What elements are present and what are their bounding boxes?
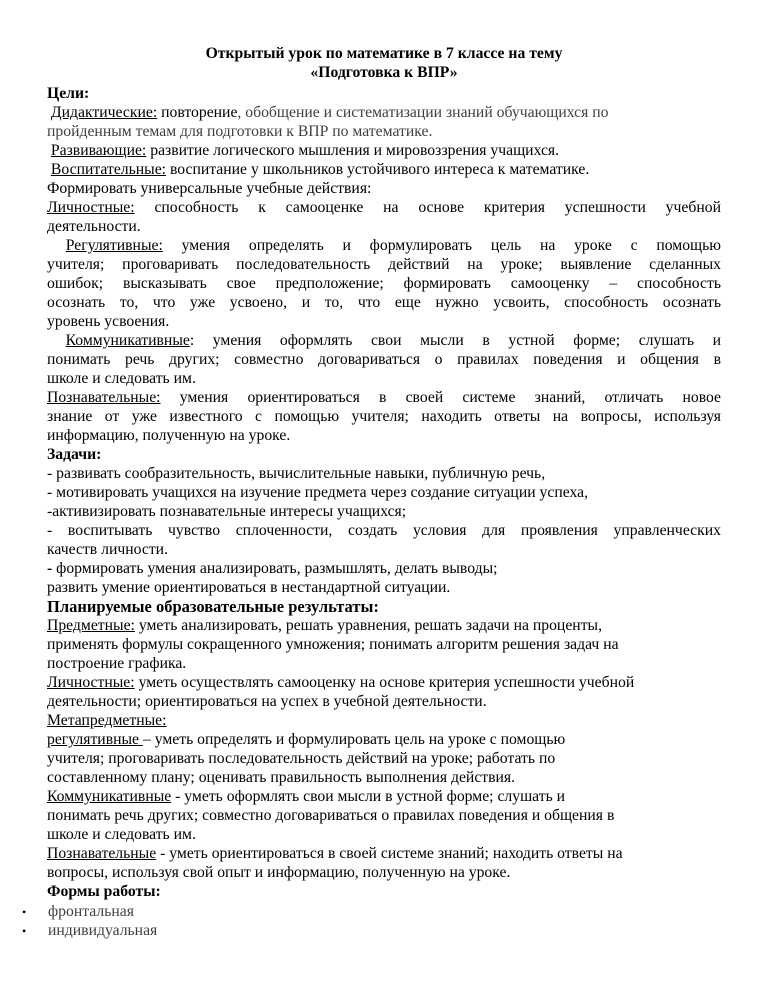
task-item: - развивать сообразительность, вычислительные навыки, публичную речь, [47,465,546,482]
results-heading: Планируемые образовательные результаты: [47,597,379,616]
tasks-heading: Задачи: [47,446,102,463]
goals-communicative-line-2: понимать речь других; совместно договариваться о правилах поведения и общения в [47,351,721,368]
goals-communicative-line-1: Коммуникативные: умения оформлять свои мысли в устной форме; слушать и [65,332,722,349]
forms-list-item: индивидуальная [48,922,158,939]
forms-heading: Формы работы: [47,883,161,900]
goals-regulative-label: Регулятивные: [65,237,163,254]
goals-cognitive-line-3: информацию, полученную на уроке. [47,427,291,444]
developing-label: Развивающие: [50,142,147,159]
uud-line: Формировать универсальные учебные действия: [47,180,372,197]
results-cognitive-line-1: Познавательные - уметь ориентироваться в своей системе знаний; находить ответы на [47,845,623,862]
bullet-icon: • [22,905,27,919]
educational-line: Воспитательные: воспитание у школьников устойчивого интереса к математике. [50,161,590,178]
results-meta-label: Метапредметные: [47,712,167,729]
task-item: -активизировать познавательные интересы учащихся; [47,503,407,520]
results-subject-line-2: применять формулы сокращенного умножения; понимать алгоритм решения задач на [47,636,619,653]
goals-regulative-line-3: ошибок; высказывать свое предположение; формировать самооценку – способность [47,275,721,292]
goals-personal-line-2: деятельности. [47,218,141,235]
results-subject-line-1: Предметные: уметь анализировать, решать уравнения, решать задачи на проценты, [47,617,603,634]
task-item: развить умение ориентироваться в нестандартной ситуации. [47,579,451,596]
educational-label: Воспитательные: [50,161,167,178]
goals-cognitive-line-2: знание от уже известного с помощью учителя; находить ответы на вопросы, используя [47,408,721,425]
goals-communicative-label: Коммуникативные [65,332,190,349]
task-item: - мотивировать учащихся на изучение предмета через создание ситуации успеха, [47,484,589,501]
results-communicative-line-1: Коммуникативные - уметь оформлять свои мысли в устной форме; слушать и [47,788,566,805]
results-personal-line-1: Личностные: уметь осуществлять самооценку на основе критерия успешности учебной [47,674,635,691]
bullet-icon: • [22,924,27,938]
goals-heading: Цели: [47,85,90,102]
title-line-1: Открытый урок по математике в 7 классе на тему [205,45,563,62]
forms-list-item: фронтальная [48,903,134,920]
results-communicative-label: Коммуникативные [47,788,172,805]
goals-personal-line-1: Личностные: способность к самооценке на основе критерия успешности учебной [47,199,721,216]
results-personal-line-2: деятельности; ориентироваться на успех в учебной деятельности. [47,693,487,710]
goals-regulative-line-2: учителя; проговаривать последовательность действий на уроке; выявление сделанных [47,256,721,273]
goals-regulative-line-4: осознать то, что уже усвоено, и то, что еще нужно усвоить, способность осознать [47,294,721,311]
goals-cognitive-label: Познавательные: [47,389,161,406]
task-item-continuation: качеств личности. [47,541,168,558]
goals-regulative-line-1: Регулятивные: умения определять и формулировать цель на уроке с помощью [65,237,721,254]
task-item: - формировать умения анализировать, размышлять, делать выводы; [47,560,498,577]
results-regulative-line-1: регулятивные – уметь определять и формулировать цель на уроке с помощью [47,731,566,748]
results-communicative-line-2: понимать речь других; совместно договариваться о правилах поведения и общения в [47,807,615,824]
results-regulative-line-2: учителя; проговаривать последовательность действий на уроке; работать по [47,750,556,767]
results-communicative-line-3: школе и следовать им. [47,826,196,843]
task-item: - воспитывать чувство сплоченности, создать условия для проявления управленческих [47,522,721,539]
results-subject-line-3: построение графика. [47,655,187,672]
goals-personal-label: Личностные: [47,199,135,216]
results-regulative-label: регулятивные [47,731,143,748]
results-cognitive-line-2: вопросы, используя свой опыт и информацию, полученную на уроке. [47,864,511,881]
didactic-label: Дидактические: [50,104,158,121]
didactic-line-2: пройденным темам для подготовки к ВПР по математике. [47,123,433,140]
didactic-line-1: Дидактические: повторение, обобщение и систематизации знаний обучающихся по [50,104,609,121]
results-personal-label: Личностные: [47,674,135,691]
goals-communicative-line-3: школе и следовать им. [47,370,196,387]
developing-line: Развивающие: развитие логического мышления и мировоззрения учащихся. [50,142,560,159]
goals-regulative-line-5: уровень усвоения. [47,313,170,330]
results-regulative-line-3: составленному плану; оценивать правильность выполнения действия. [47,769,516,786]
goals-cognitive-line-1: Познавательные: умения ориентироваться в своей системе знаний, отличать новое [47,389,721,406]
results-cognitive-label: Познавательные [47,845,157,862]
results-subject-label: Предметные: [47,617,135,634]
title-line-2: «Подготовка к ВПР» [310,64,458,81]
